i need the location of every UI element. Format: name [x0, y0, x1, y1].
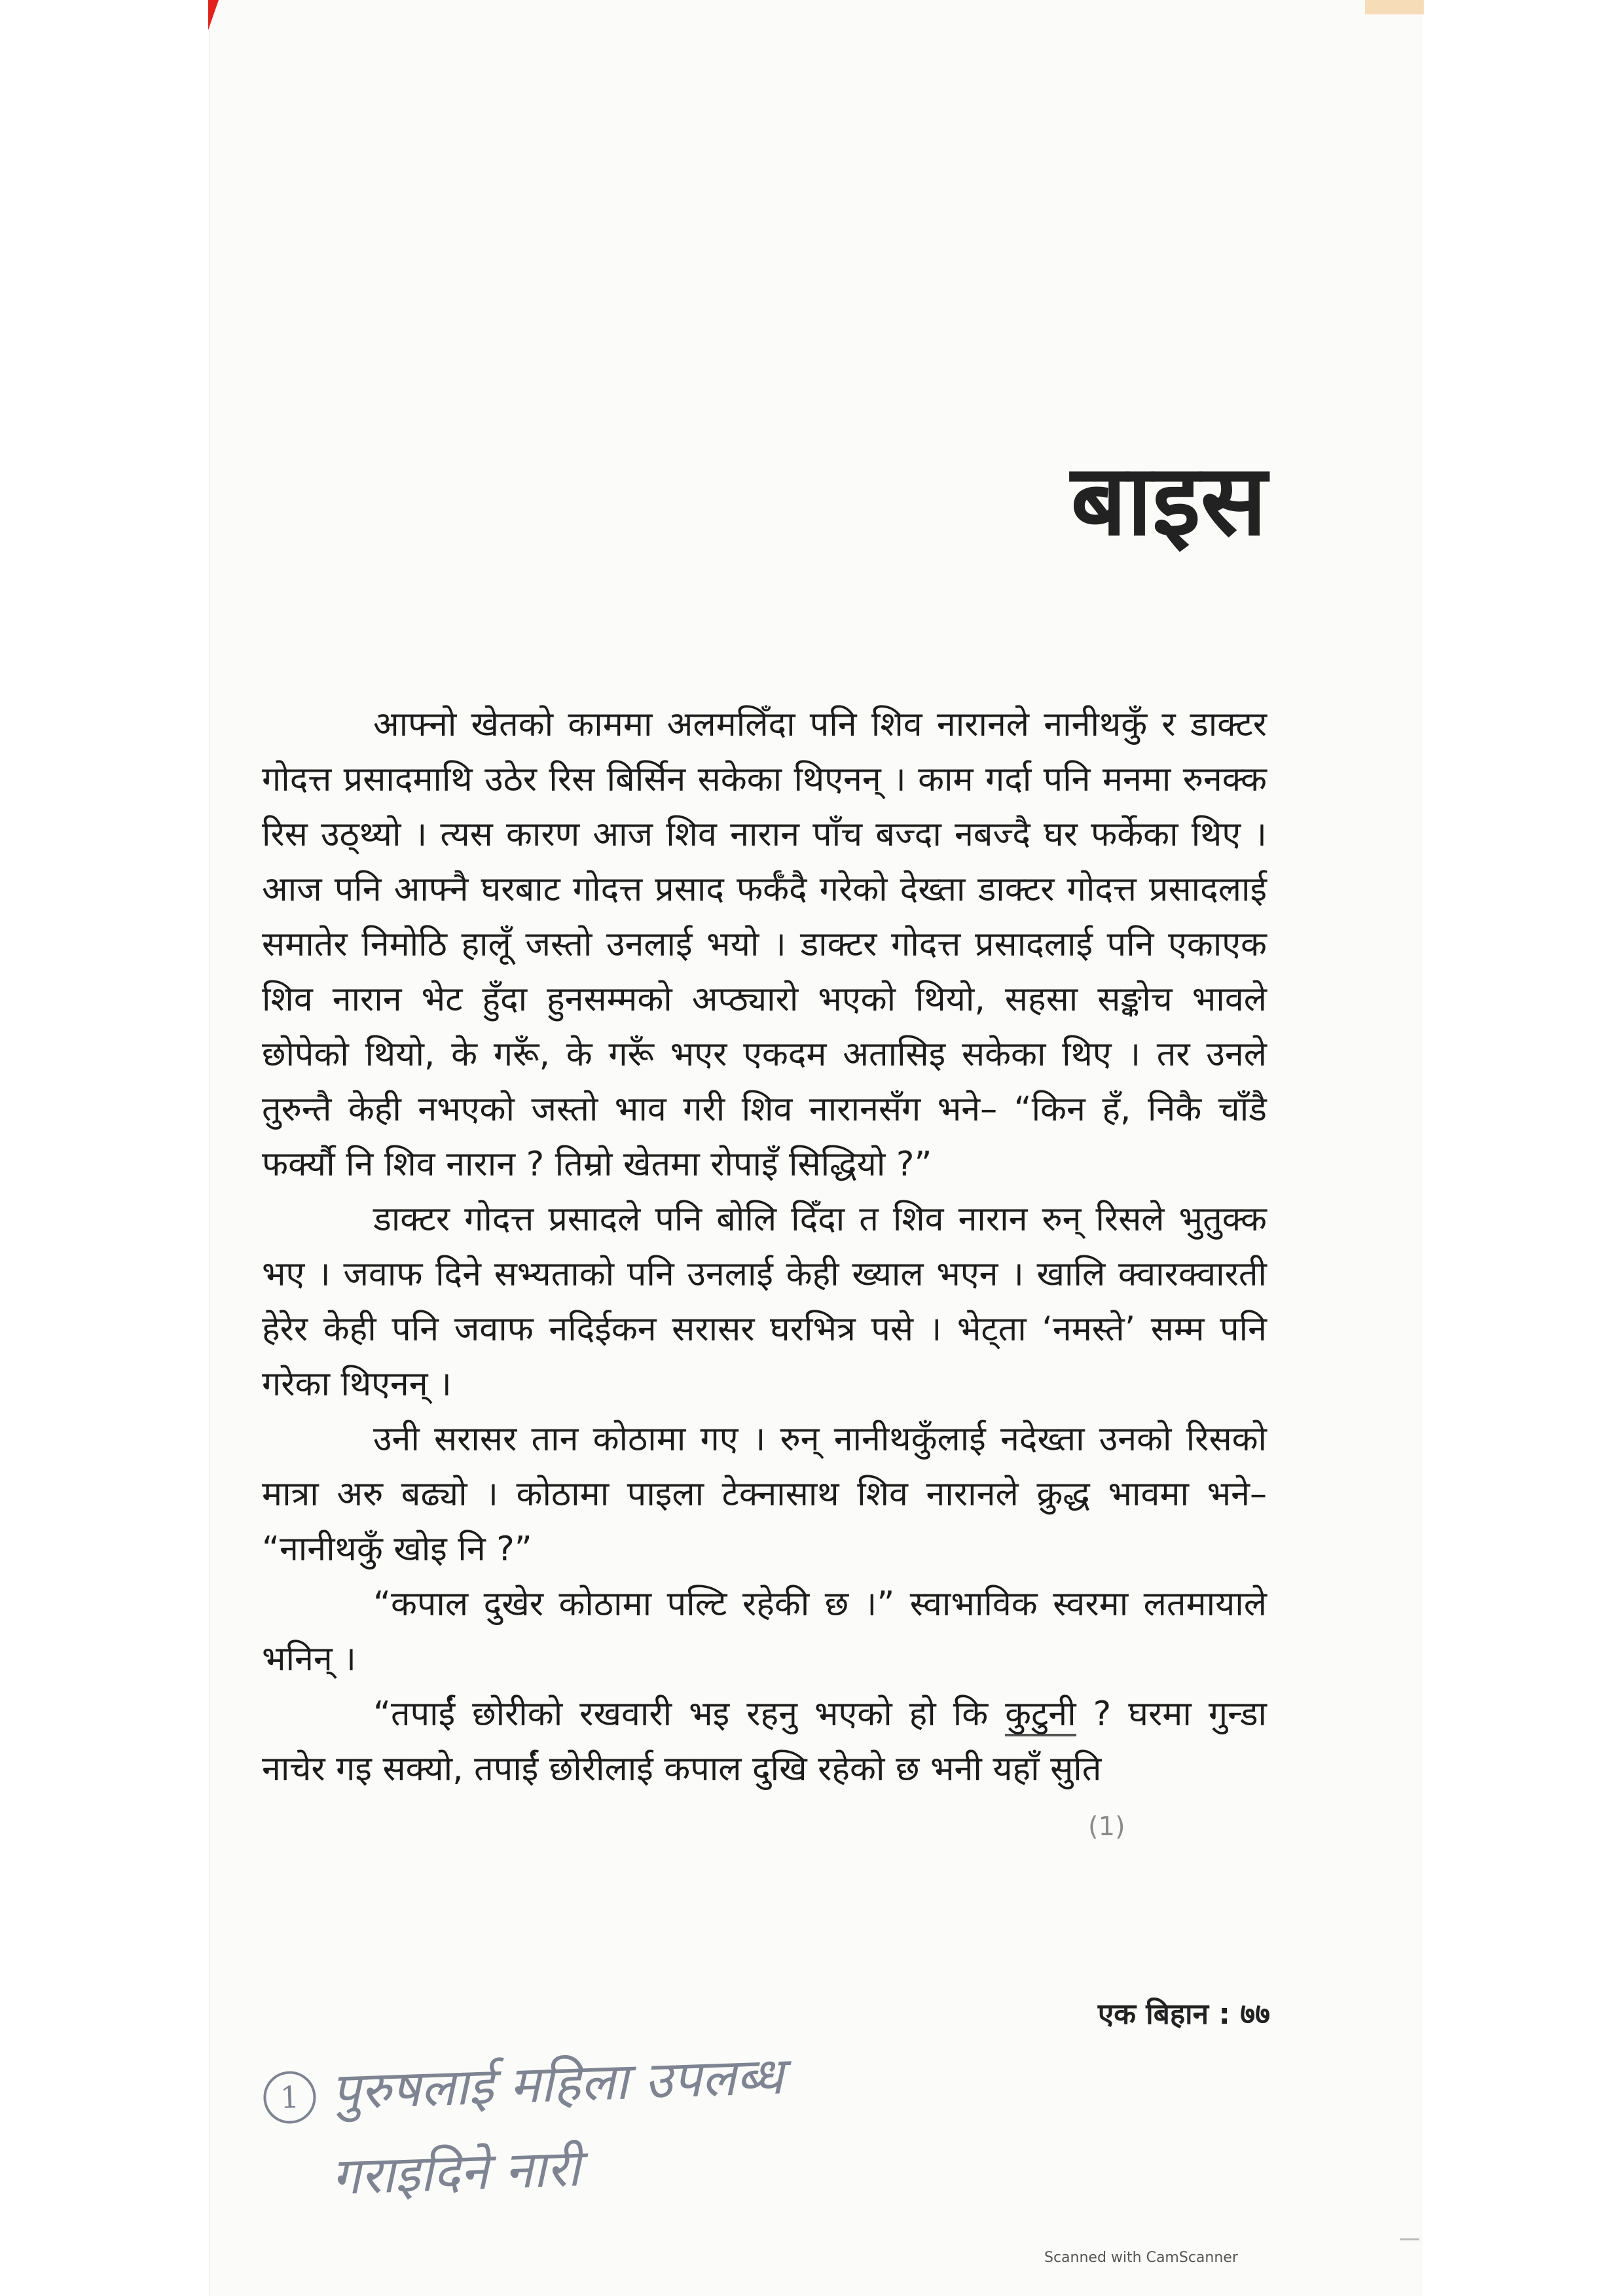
handwritten-line-2: गराइदिने नारी [331, 2139, 581, 2207]
scanner-watermark: Scanned with CamScanner [1044, 2250, 1238, 2266]
divider [1400, 2238, 1419, 2240]
handwritten-note [262, 2034, 788, 2222]
tape-mark [1365, 0, 1424, 14]
body-text [262, 697, 1267, 1797]
margin-reference-mark: (1) [1088, 1812, 1125, 1842]
paragraph-2: डाक्टर गोदत्त प्रसादले पनि बोलि दिँदा त शिव नारान रुन् रिसले भुतुक्क भए । जवाफ दिने सभ्यताको पनि उनलाई केही ख्याल भएन । खालि क्वारक्वारती हेरेर केही पनि जवाफ नदिईकन सरासर घरभित्र पसे । भेट्ता ‘नमस्ते’ सम्म पनि गरेका थिएनन् । [262, 1200, 1267, 1404]
paragraph-5-before: “तपाईं छोरीको रखवारी भइ रहनु भएको हो कि [373, 1695, 1006, 1734]
paragraph-5-after: ? घरमा गुन्डा नाचेर गइ सक्यो, तपाईं छोरीलाई कपाल दुखि रहेको छ भनी यहाँ सुति [262, 1695, 1267, 1789]
red-corner-mark [208, 0, 219, 30]
handwritten-text-1: पुरुषलाई महिला उपलब्ध [330, 2047, 785, 2122]
paragraph-1: आफ्नो खेतको काममा अलमलिँदा पनि शिव नारानले नानीथकुँ र डाक्टर गोदत्त प्रसादमाथि उठेर रिस बिर्सिन सकेका थिएनन् । काम गर्दा पनि मनमा रुनक्क रिस उठ्थ्यो । त्यस कारण आज शिव नारान पाँच बज्दा नबज्दै घर फर्केका थिए । आज पनि आफ्नै घरबाट गोदत्त प्रसाद फर्कँदै गरेको देख्ता डाक्टर गोदत्त प्रसादलाई समातेर निमोठि हालूँ जस्तो उनलाई भयो । डाक्टर गोदत्त प्रसादलाई पनि एकाएक शिव नारान भेट हुँदा हुनसम्मको अप्ठ्यारो भएको थियो, सहसा सङ्कोच भावले छोपेको थियो, के गरूँ, के गरूँ भएर एकदम अतासिइ सकेका थिए । तर उनले तुरुन्तै केही नभएको जस्तो भाव गरी शिव नारानसँग भने– “किन हँ, निकै चाँडै फर्क्यौ नि शिव नारान ? तिम्रो खेतमा रोपाइँ सिद्धियो ?” [262, 705, 1267, 1184]
underlined-word: कुटुनी [1005, 1695, 1076, 1736]
handwritten-line-1 [262, 2034, 785, 2137]
paragraph-4: “कपाल दुखेर कोठामा पल्टि रहेकी छ ।” स्वाभाविक स्वरमा लतमायाले भनिन् । [262, 1585, 1267, 1679]
page-footer: एक बिहान : ७७ [1097, 1998, 1270, 2031]
paragraph-5 [262, 1687, 1267, 1797]
chapter-title: बाइस [1070, 444, 1267, 558]
paragraph-3: उनी सरासर तान कोठामा गए । रुन् नानीथकुँलाई नदेख्ता उनको रिसको मात्रा अरु बढ्यो । कोठामा पाइला टेक्नासाथ शिव नारानले क्रुद्ध भावमा भने– “नानीथकुँ खोइ नि ?” [262, 1420, 1267, 1569]
note-number-circle: 1 [263, 2070, 317, 2125]
